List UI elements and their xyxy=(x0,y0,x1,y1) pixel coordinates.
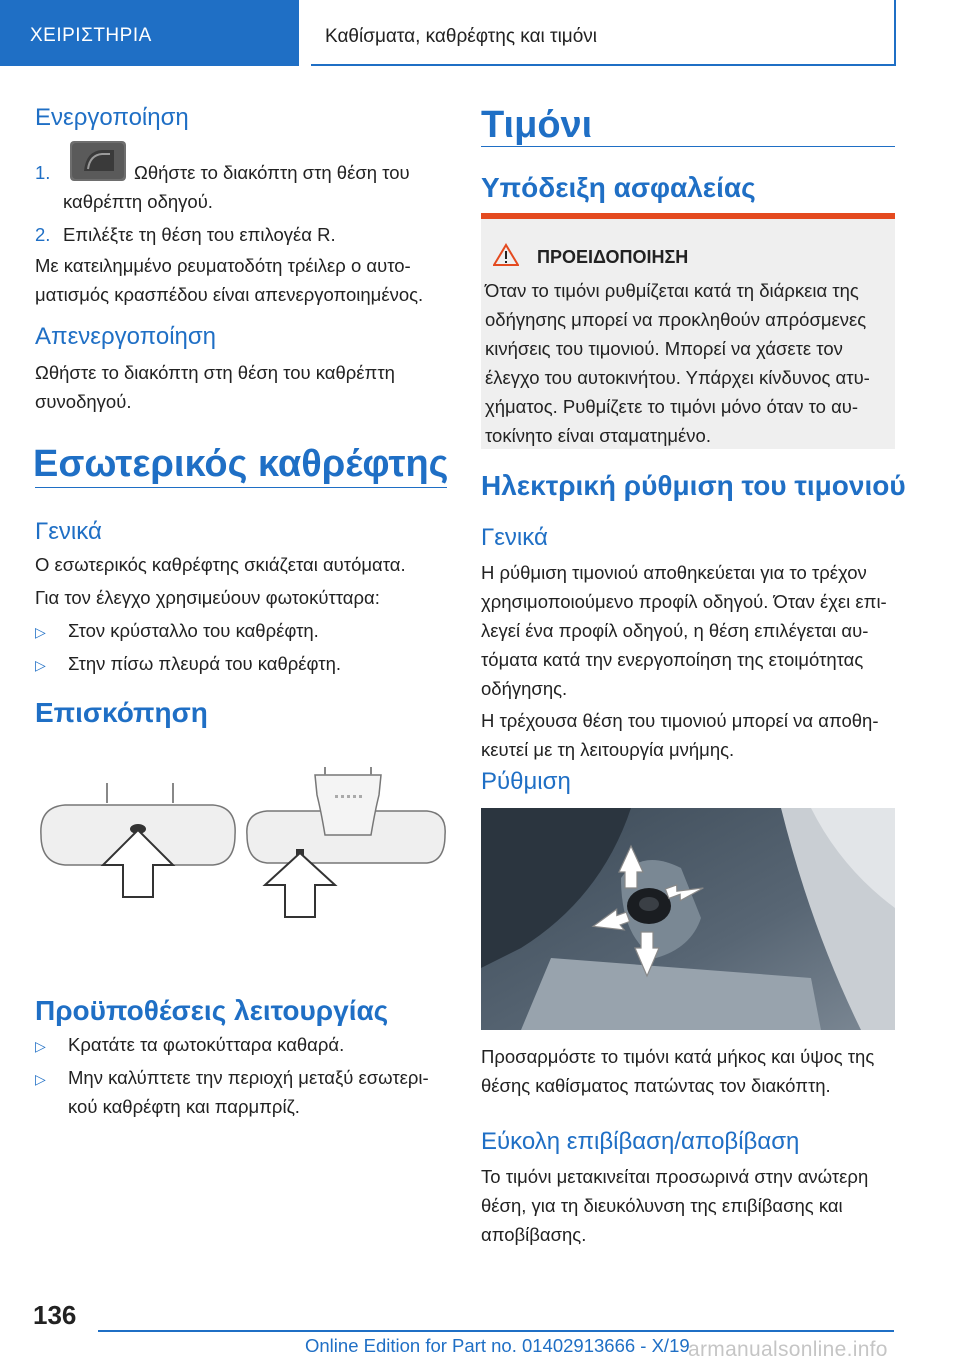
header-section-tab xyxy=(0,0,299,66)
warning-label: ΠΡΟΕΙΔΟΠΟΙΗΣΗ xyxy=(537,247,689,267)
activation-note-line1: Με κατειλημμένο ρευματοδότη τρέιλερ ο αυτο- xyxy=(35,255,411,276)
mirror-general-p1: Ο εσωτερικός καθρέφτης σκιάζεται αυτόματα. xyxy=(35,554,406,575)
sensor-bullet-1: ▷ Στον κρύσταλλο του καθρέφτη. xyxy=(35,616,319,645)
prereq-bullet-1: ▷ Κρατάτε τα φωτοκύτταρα καθαρά. xyxy=(35,1030,344,1059)
easy-entry-line3: αποβίβασης. xyxy=(481,1224,587,1245)
bullet-triangle-icon: ▷ xyxy=(35,1038,46,1054)
steering-general-line3: λεγεί ένα προφίλ οδηγού, η θέση επιλέγεται αυ- xyxy=(481,620,869,641)
steering-general-line1: Η ρύθμιση τιμονιού αποθηκεύεται για το τρέχον xyxy=(481,562,867,583)
prereq-bullet-2-cont: κού καθρέφτη και παρμπρίζ. xyxy=(68,1096,300,1117)
easy-entry-line1: Το τιμόνι μετακινείται προσωρινά στην ανώτερη xyxy=(481,1166,869,1187)
warning-box xyxy=(481,213,895,449)
header-chapter-label: Καθίσματα, καθρέφτης και τιμόνι xyxy=(325,26,598,47)
steering-general-heading: Γενικά xyxy=(481,524,548,551)
step2-text: Επιλέξτε τη θέση του επιλογέα R. xyxy=(63,224,336,245)
deactivation-line1: Ωθήστε το διακόπτη στη θέση του καθρέπτη xyxy=(35,362,395,383)
steering-general-line2: χρησιμοποιούμενο προφίλ οδηγού. Όταν έχει επι- xyxy=(481,591,887,612)
step1-number: 1. xyxy=(35,162,51,183)
electric-adjust-heading: Ηλεκτρική ρύθμιση του τιμονιού xyxy=(481,470,906,501)
header-section-label: ΧΕΙΡΙΣΤΗΡΙΑ xyxy=(30,25,152,46)
safety-heading: Υπόδειξη ασφαλείας xyxy=(481,172,756,203)
adjust-line1: Προσαρμόστε το τιμόνι κατά μήκος και ύψος της xyxy=(481,1046,875,1067)
easy-entry-heading: Εύκολη επιβίβαση/αποβίβαση xyxy=(481,1128,800,1155)
footer-watermark: armanualsonline.info xyxy=(688,1338,888,1361)
mirror-overview-illustration xyxy=(35,765,447,925)
prerequisites-heading: Προϋποθέσεις λειτουργίας xyxy=(35,995,389,1026)
step2-number: 2. xyxy=(35,224,51,245)
activation-heading: Ενεργοποίηση xyxy=(35,104,189,131)
page-number: 136 xyxy=(33,1300,77,1330)
mirror-general-p2: Για τον έλεγχο χρησιμεύουν φωτοκύτταρα: xyxy=(35,587,380,608)
mirror-general-heading: Γενικά xyxy=(35,518,102,545)
warning-line6: τοκίνητο είναι σταματημένο. xyxy=(485,425,711,446)
steering-title-rule xyxy=(481,146,895,147)
mirror-section-title: Εσωτερικός καθρέφτης xyxy=(33,443,449,485)
adjust-heading: Ρύθμιση xyxy=(481,768,571,795)
warning-line5: χήματος. Ρυθμίζετε το τιμόνι μόνο όταν το αυ- xyxy=(485,396,859,417)
easy-entry-line2: θέση, για τη διευκόλυνση της επιβίβασης και xyxy=(481,1195,843,1216)
bullet-triangle-icon: ▷ xyxy=(35,657,46,673)
mirror-title-rule xyxy=(35,487,447,488)
overview-heading: Επισκόπηση xyxy=(35,697,208,728)
steering-section-title: Τιμόνι xyxy=(481,104,593,146)
adjust-line2: θέσης καθίσματος πατώντας τον διακόπτη. xyxy=(481,1075,831,1096)
mirror-switch-button-icon xyxy=(70,141,126,181)
footer-edition: Online Edition for Part no. 01402913666 - X/19 xyxy=(305,1335,690,1356)
bullet-triangle-icon: ▷ xyxy=(35,1071,46,1087)
deactivation-line2: συνοδηγού. xyxy=(35,391,132,412)
step1-text-a: Ωθήστε το διακόπτη στη θέση του xyxy=(134,162,410,183)
steering-general-line5: οδήγησης. xyxy=(481,678,568,699)
warning-line2: οδήγησης μπορεί να προκληθούν απρόσμενες xyxy=(485,309,867,330)
warning-line3: κινήσεις του τιμονιού. Μπορεί να χάσετε τον xyxy=(485,338,843,359)
activation-note-line2: ματισμός κρασπέδου είναι απενεργοποιημένος. xyxy=(35,284,424,305)
steering-general-line4: τόματα κατά την ενεργοποίηση της ετοιμότητας xyxy=(481,649,864,670)
warning-line4: έλεγχο του αυτοκινήτου. Υπάρχει κίνδυνος ατυ- xyxy=(485,367,870,388)
steering-adjust-photo xyxy=(481,808,895,1030)
bullet-triangle-icon: ▷ xyxy=(35,624,46,640)
deactivation-heading: Απενεργοποίηση xyxy=(35,323,217,350)
sensor-bullet-2: ▷ Στην πίσω πλευρά του καθρέφτη. xyxy=(35,649,341,678)
header-chapter-box xyxy=(311,0,896,66)
step1-text-b: καθρέπτη οδηγού. xyxy=(63,191,213,212)
memory-line2: κευτεί με τη λειτουργία μνήμης. xyxy=(481,739,735,760)
warning-triangle-icon xyxy=(493,243,519,272)
memory-line1: Η τρέχουσα θέση του τιμονιού μπορεί να αποθη- xyxy=(481,710,879,731)
prereq-bullet-2: ▷ Μην καλύπτετε την περιοχή μεταξύ εσωτερι- xyxy=(35,1063,429,1092)
warning-line1: Όταν το τιμόνι ρυθμίζεται κατά τη διάρκεια της xyxy=(485,280,859,301)
footer-rule xyxy=(98,1330,894,1332)
